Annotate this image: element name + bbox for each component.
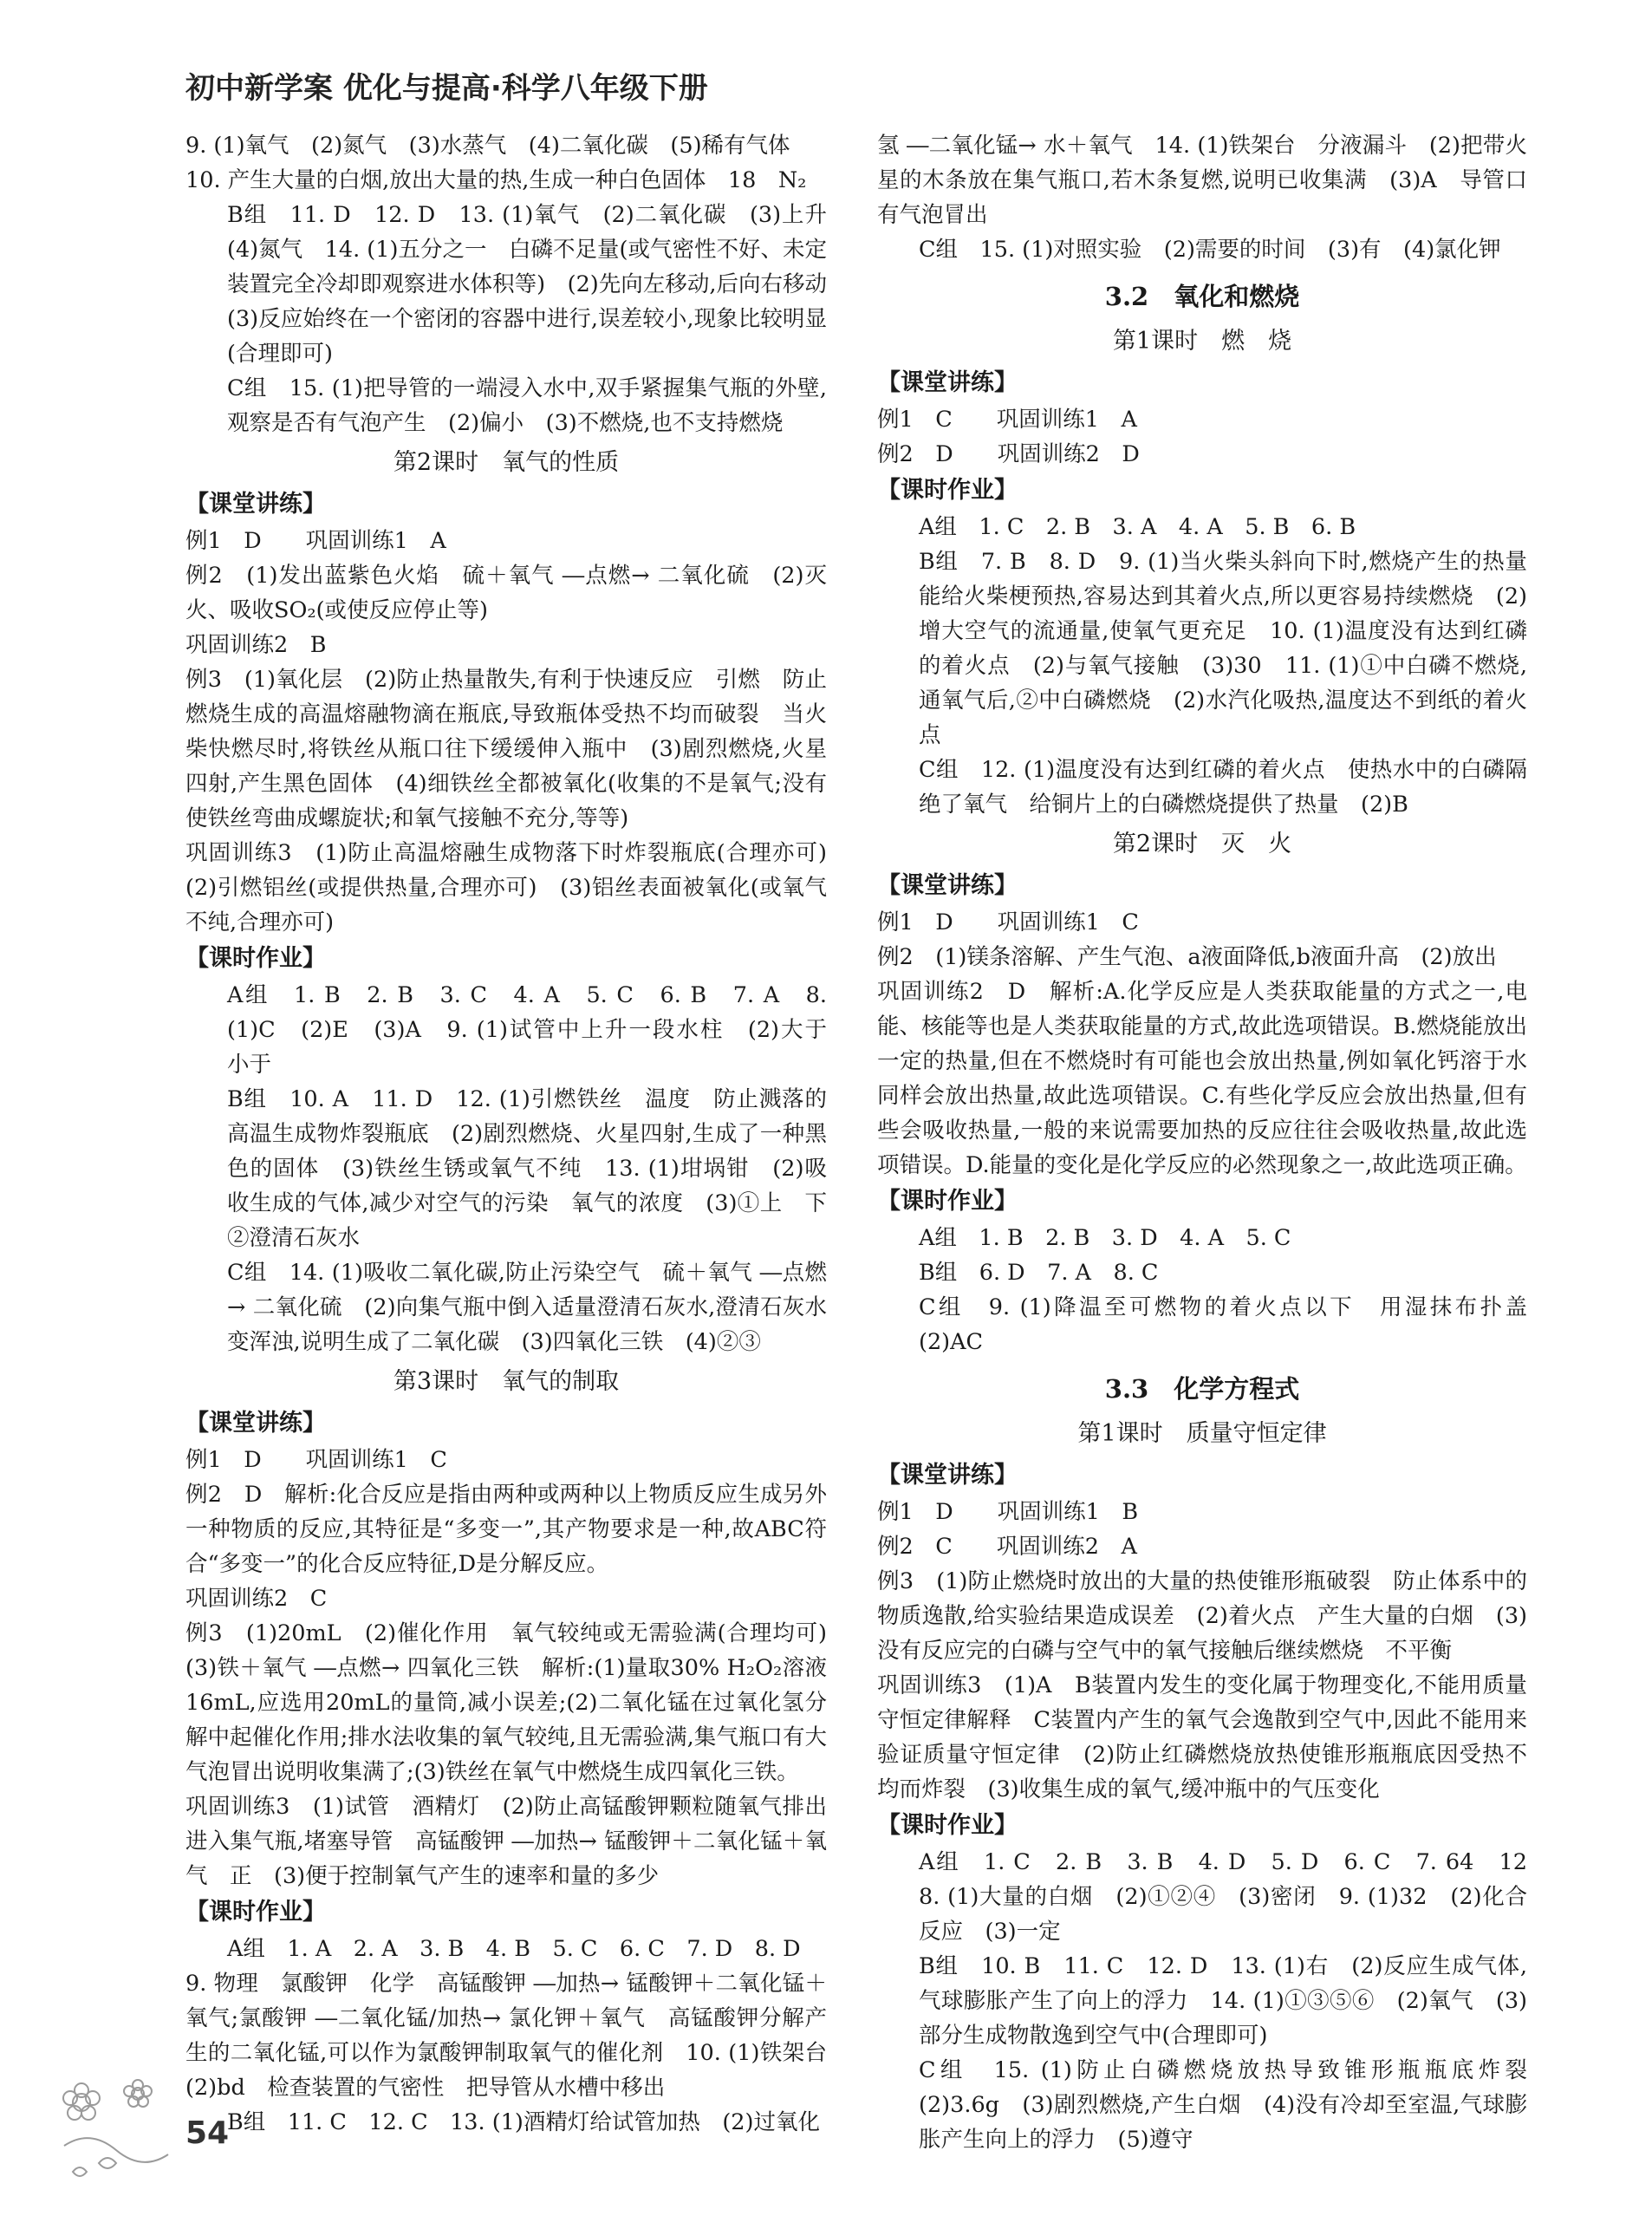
answer-paragraph: B组 10. A 11. D 12. (1)引燃铁丝 温度 防止溅落的高温生成物炸裂瓶底 (2)剧烈燃烧、火星四射,生成了一种黑色的固体 (3)铁丝生锈或氧气不纯 13. (1)坩埚钳 (2)吸收生成的气体,减少对空气的污染 氧气的浓度 (3)①上 下 ②澄清石灰水 — [227, 1086, 849, 1251]
answer-paragraph: A组 1. B 2. B 3. D 4. A 5. C — [919, 1225, 1291, 1251]
lesson-heading: 第2课时 氧气的性质 — [393, 449, 620, 476]
answer-paragraph: 例1 D 巩固训练1 C — [877, 909, 1139, 935]
answer-paragraph: 巩固训练3 (1)试管 酒精灯 (2)防止高锰酸钾颗粒随氧气排出进入集气瓶,堵塞导管 高锰酸钾 ―加热→ 锰酸钾＋二氧化锰＋氧气 正 (3)便于控制氧气产生的速率和量的多少 — [185, 1794, 827, 1889]
answer-paragraph: 氢 ―二氧化锰→ 水＋氧气 14. (1)铁架台 分液漏斗 (2)把带火星的木条放在集气瓶口,若木条复燃,说明已收集满 (3)A 导管口有气泡冒出 — [877, 133, 1527, 228]
lesson-heading: 第1课时 燃 烧 — [1112, 328, 1292, 355]
block-label: 【课时作业】 — [185, 945, 326, 972]
answer-paragraph: 例3 (1)20mL (2)催化作用 氧气较纯或无需验满(合理均可) (3)铁＋氧气 ―点燃→ 四氧化三铁 解析:(1)量取30% H₂O₂溶液16mL,应选用20mL的量筒,减小误差;(2)二氧化锰在过氧化氢分解中起催化作用;排水法收集的氧气较纯,且无需验满,集气瓶口有大气泡冒出说明收集满了;(3)铁丝在氧气中燃烧生成四氧化三铁。 — [185, 1620, 849, 1785]
answer-paragraph: 例3 (1)氧化层 (2)防止热量散失,有利于快速反应 引燃 防止燃烧生成的高温熔融物滴在瓶底,导致瓶体受热不均而破裂 当火柴快燃尽时,将铁丝从瓶口往下缓缓伸入瓶中 (3)剧烈燃烧,火星四射,产生黑色固体 (4)细铁丝全都被氧化(收集的不是氧气;没有使铁丝弯曲成螺旋状;和氧气接触不充分,等等) — [185, 667, 827, 831]
lesson-heading: 第2课时 灭 火 — [1112, 831, 1292, 857]
answer-paragraph: 9. (1)氧气 (2)氮气 (3)水蒸气 (4)二氧化碳 (5)稀有气体 — [185, 133, 790, 159]
block-label: 【课时作业】 — [877, 1188, 1018, 1215]
left-column — [185, 128, 849, 2140]
answer-paragraph: 例2 C 巩固训练2 A — [877, 1534, 1137, 1560]
answer-paragraph: 例2 D 巩固训练2 D — [877, 441, 1140, 467]
answer-paragraph: A组 1. C 2. B 3. B 4. D 5. D 6. C 7. 64 12 8. (1)大量的白烟 (2)①②④ (3)密闭 9. (1)32 (2)化合反应 (3)一定 — [919, 1849, 1550, 1945]
block-label: 【课时作业】 — [877, 477, 1018, 504]
answer-paragraph: 例1 C 巩固训练1 A — [877, 407, 1137, 433]
section-heading: 3.3 化学方程式 — [1104, 1374, 1300, 1404]
answer-paragraph: 巩固训练3 (1)防止高温熔融生成物落下时炸裂瓶底(合理亦可) (2)引燃铝丝(或提供热量,合理亦可) (3)铝丝表面被氧化(或氧气不纯,合理亦可) — [185, 840, 849, 935]
page-number: 54 — [185, 2115, 230, 2151]
block-label: 【课堂讲练】 — [185, 1410, 326, 1437]
answer-paragraph: C组 15. (1)防止白磷燃烧放热导致锥形瓶瓶底炸裂 (2)3.6g (3)剧烈燃烧,产生白烟 (4)没有冷却至室温,气球膨胀产生向上的浮力 (5)遵守 — [919, 2057, 1550, 2153]
answer-paragraph: 巩固训练2 C — [185, 1586, 328, 1612]
answer-paragraph: 例3 (1)防止燃烧时放出的大量的热使锥形瓶破裂 防止体系中的物质逸散,给实验结果造成误差 (2)着火点 产生大量的白烟 (3)没有反应完的白磷与空气中的氧气接触后继续燃烧 不平衡 — [877, 1568, 1527, 1664]
right-column — [877, 128, 1550, 2157]
answer-paragraph: 10. 产生大量的白烟,放出大量的热,生成一种白色固体 18 N₂ — [185, 167, 807, 193]
answer-paragraph: 巩固训练2 B — [185, 632, 327, 658]
block-label: 【课堂讲练】 — [877, 369, 1018, 396]
running-header: 初中新学案 优化与提高·科学八年级下册 — [185, 71, 708, 106]
lesson-heading: 第3课时 氧气的制取 — [393, 1368, 620, 1395]
answer-paragraph: A组 1. B 2. B 3. C 4. A 5. C 6. B 7. A 8. (1)C (2)E (3)A 9. (1)试管中上升一段水柱 (2)大于 小于 — [227, 982, 849, 1078]
answer-paragraph: 例2 D 解析:化合反应是指由两种或两种以上物质反应生成另外一种物质的反应,其特征是“多变一”,其产物要求是一种,故ABC符合“多变一”的化合反应特征,D是分解反应。 — [185, 1482, 827, 1577]
flower-decoration-icon — [55, 2068, 185, 2189]
answer-paragraph: C组 14. (1)吸收二氧化碳,防止污染空气 硫＋氧气 ―点燃→ 二氧化硫 (2)向集气瓶中倒入适量澄清石灰水,澄清石灰水变浑浊,说明生成了二氧化碳 (3)四氧化三铁 (4)②③ — [227, 1260, 827, 1355]
answer-paragraph: B组 7. B 8. D 9. (1)当火柴头斜向下时,燃烧产生的热量能给火柴梗预热,容易达到其着火点,所以更容易持续燃烧 (2)增大空气的流通量,使氧气更充足 10. (1)温度没有达到红磷的着火点 (2)与氧气接触 (3)30 11. (1)①中白磷不燃烧,通氧气后,②中白磷燃烧 (2)水汽化吸热,温度达不到纸的着火点 — [919, 549, 1527, 748]
answer-paragraph: 巩固训练3 (1)A B装置内发生的变化属于物理变化,不能用质量守恒定律解释 C装置内产生的氧气会逸散到空气中,因此不能用来验证质量守恒定律 (2)防止红磷燃烧放热使锥形瓶瓶底因受热不均而炸裂 (3)收集生成的氧气,缓冲瓶中的气压变化 — [877, 1672, 1527, 1802]
answer-paragraph: C组 15. (1)把导管的一端浸入水中,双手紧握集气瓶的外壁,观察是否有气泡产生 (2)偏小 (3)不燃烧,也不支持燃烧 — [227, 375, 827, 436]
block-label: 【课时作业】 — [185, 1899, 326, 1926]
answer-paragraph: 例1 D 巩固训练1 C — [185, 1447, 447, 1473]
block-label: 【课堂讲练】 — [877, 1462, 1018, 1489]
answer-paragraph: B组 11. D 12. D 13. (1)氧气 (2)二氧化碳 (3)上升 (4)氮气 14. (1)五分之一 白磷不足量(或气密性不好、未定装置完全冷却即观察进水体积等) (2)先向左移动,后向右移动 (3)反应始终在一个密闭的容器中进行,误差较小,现象比较明显(合理即可) — [227, 202, 849, 367]
block-label: 【课堂讲练】 — [185, 491, 326, 518]
answer-paragraph: A组 1. C 2. B 3. A 4. A 5. B 6. B — [919, 514, 1356, 540]
answer-paragraph: C组 12. (1)温度没有达到红磷的着火点 使热水中的白磷隔绝了氧气 给铜片上的白磷燃烧提供了热量 (2)B — [919, 757, 1527, 818]
answer-paragraph: C组 9. (1)降温至可燃物的着火点以下 用湿抹布扑盖 (2)AC — [919, 1294, 1550, 1355]
block-label: 【课时作业】 — [877, 1812, 1018, 1839]
section-heading: 3.2 氧化和燃烧 — [1104, 282, 1300, 311]
answer-paragraph: 例1 D 巩固训练1 B — [877, 1499, 1139, 1525]
lesson-heading: 第1课时 质量守恒定律 — [1077, 1420, 1327, 1447]
answer-paragraph: 例2 (1)镁条溶解、产生气泡、a液面降低,b液面升高 (2)放出 — [877, 944, 1497, 970]
block-label: 【课堂讲练】 — [877, 872, 1018, 899]
answer-paragraph: 例1 D 巩固训练1 A — [185, 528, 446, 554]
answer-paragraph: B组 11. C 12. C 13. (1)酒精灯给试管加热 (2)过氧化 — [227, 2109, 820, 2135]
answer-paragraph: 例2 (1)发出蓝紫色火焰 硫＋氧气 ―点燃→ 二氧化硫 (2)灭火、吸收SO₂(或使反应停止等) — [185, 563, 827, 623]
answer-paragraph: B组 6. D 7. A 8. C — [919, 1260, 1159, 1286]
answer-paragraph: 巩固训练2 D 解析:A.化学反应是人类获取能量的方式之一,电能、核能等也是人类获取能量的方式,故此选项错误。B.燃烧能放出一定的热量,但在不燃烧时有可能也会放出热量,例如氧化钙溶于水同样会放出热量,故此选项错误。C.有些化学反应会放出热量,但有些会吸收热量,一般的来说需要加热的反应往往会吸收热量,故此选项错误。D.能量的变化是化学反应的必然现象之一,故此选项正确。 — [877, 979, 1527, 1178]
answer-paragraph: C组 15. (1)对照实验 (2)需要的时间 (3)有 (4)氯化钾 — [919, 237, 1501, 263]
answer-paragraph: 9. 物理 氯酸钾 化学 高锰酸钾 ―加热→ 锰酸钾＋二氧化锰＋氧气;氯酸钾 ―二氧化锰/加热→ 氯化钾＋氧气 高锰酸钾分解产生的二氧化锰,可以作为氯酸钾制取氧气的催化剂 10. (1)铁架台 (2)bd 检查装置的气密性 把导管从水槽中移出 — [185, 1971, 849, 2101]
answer-paragraph: A组 1. A 2. A 3. B 4. B 5. C 6. C 7. D 8. D — [227, 1936, 801, 1962]
answer-paragraph: B组 10. B 11. C 12. D 13. (1)右 (2)反应生成气体,气球膨胀产生了向上的浮力 14. (1)①③⑤⑥ (2)氧气 (3)部分生成物散逸到空气中(合理即可) — [919, 1953, 1527, 2049]
